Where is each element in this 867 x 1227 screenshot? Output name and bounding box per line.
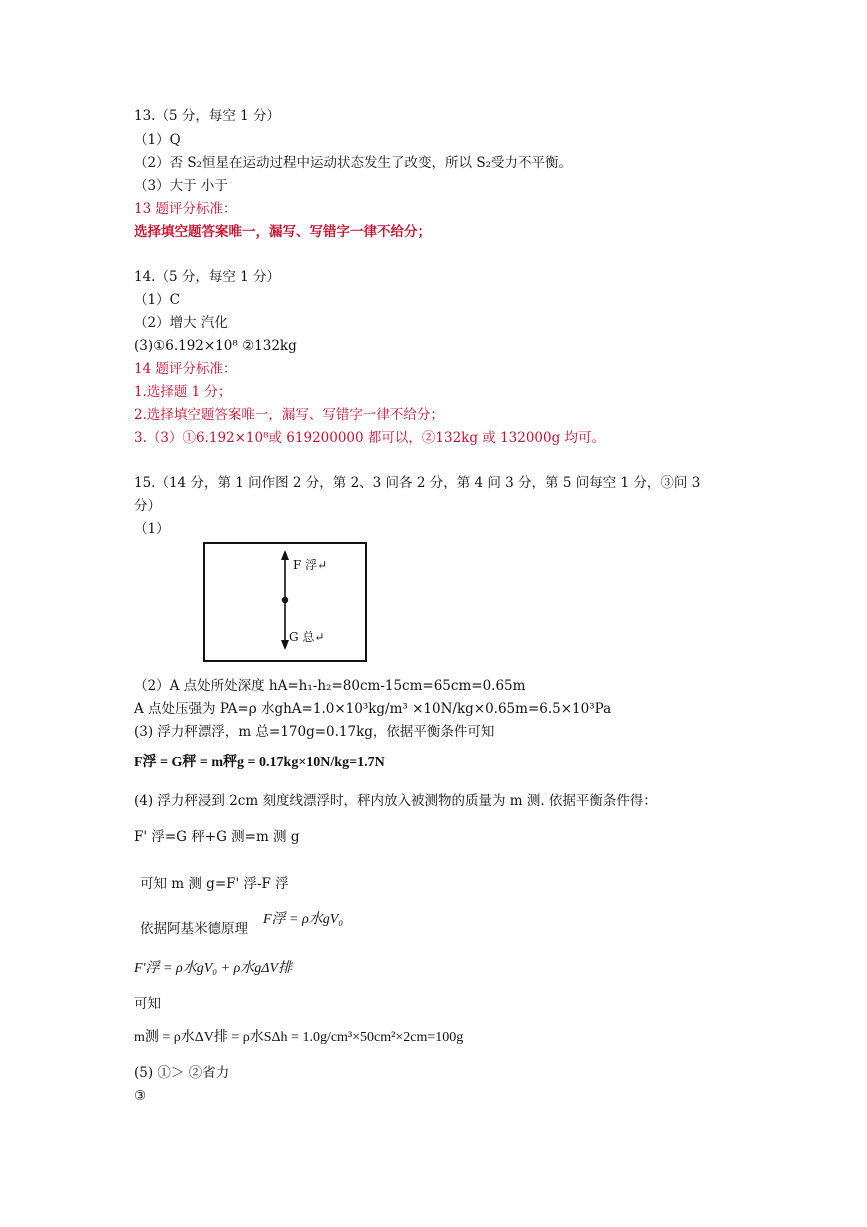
q13-standard-title: 13 题评分标准： <box>134 201 237 217</box>
center-point <box>282 597 288 603</box>
gravity-arrowhead <box>281 640 289 650</box>
q13-answer-1: （1）Q <box>134 132 181 148</box>
q14-standard-title: 14 题评分标准： <box>134 361 237 377</box>
q15-title-line-1: 15.（14 分，第 1 问作图 2 分，第 2、3 问各 2 分，第 4 问 3 分，第 5 问每空 1 分，③问 3 <box>134 475 701 491</box>
q15-part5-line-1: (5) ①＞ ②省力 <box>134 1065 230 1081</box>
q13-standard-1: 选择填空题答案唯一，漏写、写错字一律不给分； <box>134 224 431 240</box>
q14-standard-1: 1.选择题 1 分； <box>134 384 232 400</box>
q15-part4-archimedes-eq: F浮 = ρ水gV₀ <box>263 912 344 927</box>
q14-answer-1: （1）C <box>134 292 180 308</box>
q13-answer-3: （3）大于 小于 <box>134 178 228 194</box>
q14-answer-2: （2）增大 汽化 <box>134 315 228 331</box>
gravity-label: G 总↵ <box>289 630 325 644</box>
q15-part3-equation: F浮 = G秤 = m秤g = 0.17kg×10N/kg=1.7N <box>134 755 385 770</box>
buoyancy-label: F 浮↵ <box>293 558 328 572</box>
q15-part5-line-2: ③ <box>134 1088 147 1104</box>
q13-title: 13.（5 分，每空 1 分） <box>134 108 281 124</box>
q15-part4-line-1: (4) 浮力秤浸到 2cm 刻度线漂浮时，秤内放入被测物的质量为 m 测. 依据平衡条件得： <box>134 793 657 809</box>
force-arrows-svg <box>205 544 365 660</box>
q15-part3-line-1: (3) 浮力秤漂浮，m 总=170g=0.17kg，依据平衡条件可知 <box>134 724 495 740</box>
q15-part2-line-2: A 点处压强为 PA=ρ 水ghA=1.0×10³kg/m³ ×10N/kg×0.65m=6.5×10³Pa <box>134 701 612 717</box>
q15-part4-line-5: F'浮 = ρ水gV₀ + ρ水gΔV排 <box>134 961 293 976</box>
q15-part1-label: （1） <box>134 521 170 537</box>
q15-part4-line-3: 可知 m 测 g=F' 浮-F 浮 <box>140 876 289 892</box>
q13-answer-2: （2）否 S₂恒星在运动过程中运动状态发生了改变，所以 S₂受力不平衡。 <box>134 155 572 171</box>
q14-standard-2: 2.选择填空题答案唯一，漏写、写错字一律不给分； <box>134 407 444 423</box>
q15-part4-line-2: F' 浮=G 秤+G 测=m 测 g <box>134 829 300 845</box>
q15-title-line-2: 分） <box>134 498 161 514</box>
q14-title: 14.（5 分，每空 1 分） <box>134 269 281 285</box>
q15-part4-line-6: 可知 <box>134 996 161 1012</box>
q14-answer-3: (3)①6.192×10⁸ ②132kg <box>134 338 297 354</box>
force-diagram <box>203 542 367 662</box>
buoyancy-arrowhead <box>281 550 289 560</box>
q15-part2-line-1: （2）A 点处所处深度 hA=h₁-h₂=80cm-15cm=65cm=0.65m <box>134 678 526 694</box>
q15-part4-line-4: 依据阿基米德原理 <box>140 921 248 937</box>
q14-standard-3: 3.（3）①6.192×10⁸或 619200000 都可以，②132kg 或 132000g 均可。 <box>134 430 606 446</box>
q15-part4-line-7: m测 = ρ水ΔV排 = ρ水SΔh = 1.0g/cm³×50cm²×2cm=100g <box>134 1030 464 1045</box>
